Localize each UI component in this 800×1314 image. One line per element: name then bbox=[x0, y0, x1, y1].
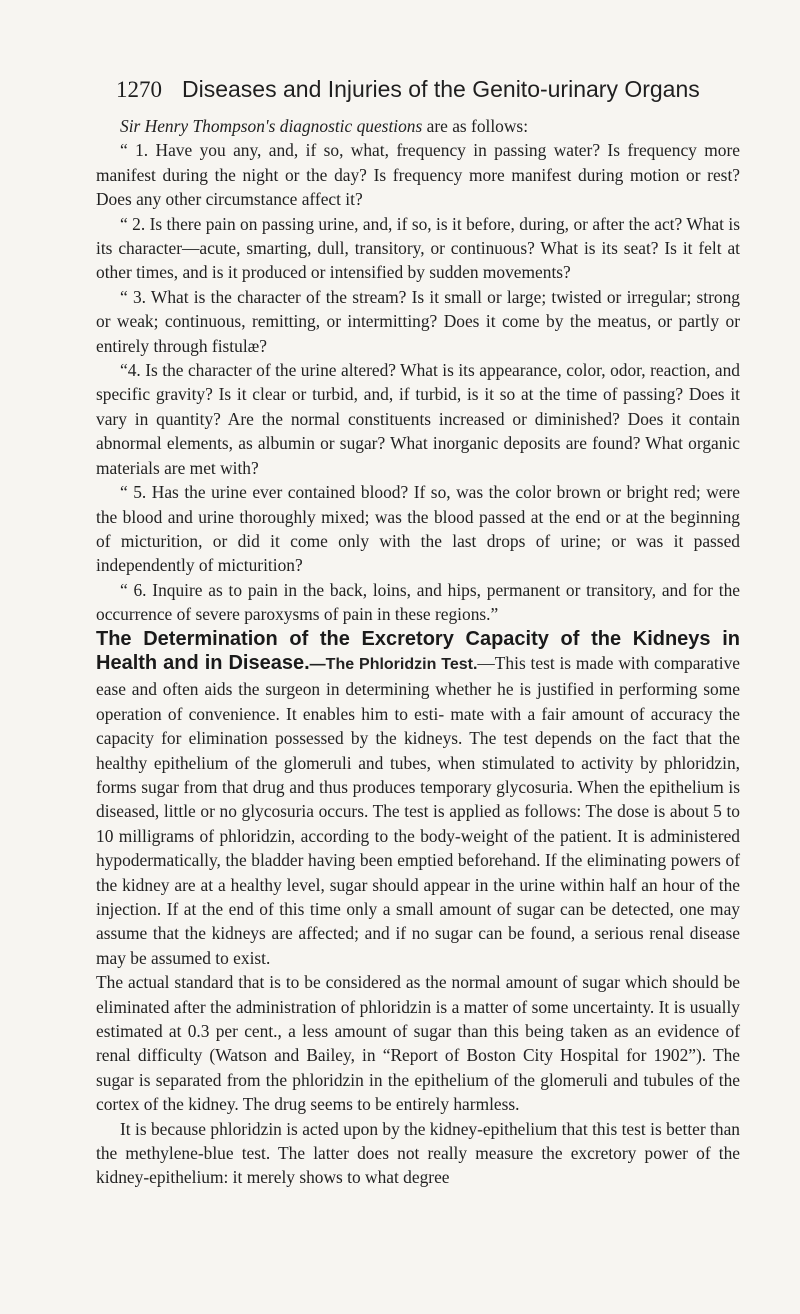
section-paragraph-1 bbox=[96, 627, 740, 971]
question-3: “ 3. What is the character of the stream? Is it small or large; twisted or irregular; strong or weak; continuous, remitting, or intermitting? Does it come by the meatus, or partly or entirely through fistulæ? bbox=[96, 286, 740, 356]
section-paragraph-2: The actual standard that is to be considered as the normal amount of sugar which should be eliminated after the administration of phloridzin is a matter of some uncertainty. It is usually estimated at 0.3 per cent., a less amount of sugar than this being taken as an evidence of renal difficulty (Watson and Bailey, in “Report of Boston City Hospital for 1902”). The sugar is separated from the phloridzin in the epithelium of the glomeruli and tubules of the cortex of the kidney. The drug seems to be entirely harmless. bbox=[96, 972, 740, 1115]
running-title: Diseases and Injuries of the Genito-urinary Organs bbox=[182, 76, 700, 102]
intro-italic: Sir Henry Thompson's diagnostic questions bbox=[120, 116, 423, 136]
question-6: “ 6. Inquire as to pain in the back, loins, and hips, permanent or transitory, and for the occurrence of severe paroxysms of pain in these regions.” bbox=[96, 579, 740, 625]
section-subheading: —The Phloridzin Test. bbox=[309, 655, 478, 673]
section-heading: The Determination of the Excretory Capacity of the Kidneys in Health and in Disease. bbox=[96, 627, 740, 674]
question-2: “ 2. Is there pain on passing urine, and, if so, is it before, during, or after the act? What is its character—acute, smarting, dull, transitory, or continuous? What is its seat? Is it felt at other times, and is it produced or intensified by sudden movements? bbox=[96, 213, 740, 283]
question-5: “ 5. Has the urine ever contained blood? If so, was the color brown or bright red; were the blood and urine thoroughly mixed; was the blood passed at the end or at the beginning of micturition, or did it come only with the last drops of urine; or was it passed independently of micturition? bbox=[96, 482, 740, 576]
running-head bbox=[96, 76, 740, 103]
intro-paragraph bbox=[96, 114, 740, 138]
question-4: “4. Is the character of the urine altered? What is its appearance, color, odor, reaction, and specific gravity? Is it clear or turbid, and, if turbid, is it so at the time of passing? Does it vary in quantity? Are the normal constituents increased or diminished? Does it contain abnormal elements, as albumin or sugar? What inorganic deposits are found? What organic materials are met with? bbox=[96, 360, 740, 478]
page-number: 1270 bbox=[116, 77, 162, 102]
section-paragraph-3: It is because phloridzin is acted upon by the kidney-epithelium that this test is better than the methylene-blue test. The latter does not really measure the excretory power of the kidney-epithelium: it merely shows to what degree bbox=[96, 1118, 740, 1188]
body-text bbox=[96, 114, 740, 1190]
question-1: “ 1. Have you any, and, if so, what, frequency in passing water? Is frequency more manifest during the night or the day? Is frequency more manifest during motion or rest? Does any other circumstance affect it? bbox=[96, 140, 740, 210]
intro-rest: are as follows: bbox=[422, 116, 529, 136]
section-text-1: —This test is made with comparative ease and often aids the surgeon in determining whether he is justified in performing some operation of convenience. It enables him to esti- mate with a fair amount of accuracy the capacity for elimination possessed by the kidneys. The test depends on the fact that the healthy epithelium of the glomeruli and tubes, when stimulated to activity by phloridzin, forms sugar from that drug and thus produces temporary glycosuria. When the epithelium is diseased, little or no glycosuria occurs. The test is applied as follows: The dose is about 5 to 10 milligrams of phloridzin, according to the body-weight of the patient. It is administered hypodermatically, the bladder having been emptied beforehand. If the eliminating powers of the kidney are at a healthy level, sugar should appear in the urine within half an hour of the injection. If at the end of this time only a small amount of sugar can be detected, one may assume that the kidneys are affected; and if no sugar can be found, a serious renal disease may be assumed to exist. bbox=[96, 652, 740, 968]
